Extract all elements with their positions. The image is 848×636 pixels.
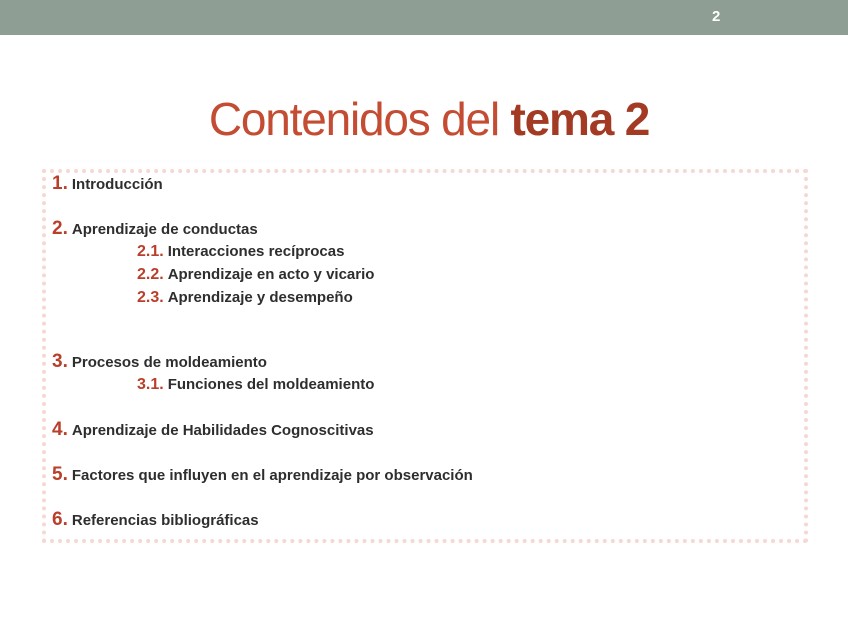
toc-label: Referencias bibliográficas bbox=[71, 512, 259, 529]
toc-number: 3. bbox=[52, 351, 68, 372]
toc-label: Aprendizaje y desempeño bbox=[167, 289, 353, 306]
toc-item-5 bbox=[52, 464, 473, 486]
toc-item-4 bbox=[52, 419, 374, 441]
slide-title-regular: Contenidos del bbox=[208, 93, 511, 145]
toc-number: 2.2. bbox=[137, 266, 164, 283]
toc-number: 1. bbox=[52, 173, 68, 194]
slide-title-bold: tema 2 bbox=[510, 93, 650, 145]
toc-label: Procesos de moldeamiento bbox=[71, 354, 267, 371]
toc-label: Interacciones recíprocas bbox=[167, 243, 345, 260]
toc-label: Aprendizaje de conductas bbox=[71, 221, 258, 238]
toc-item-3 bbox=[52, 351, 267, 373]
toc-item-2-2 bbox=[137, 266, 374, 284]
slide-number: 2 bbox=[712, 8, 721, 25]
slide-title bbox=[0, 92, 848, 146]
toc-item-2-1 bbox=[137, 243, 344, 261]
toc-item-6 bbox=[52, 509, 259, 531]
toc-number: 6. bbox=[52, 509, 68, 530]
header-bar bbox=[0, 0, 848, 35]
toc-item-2 bbox=[52, 218, 258, 240]
toc-label: Introducción bbox=[71, 176, 163, 193]
toc-number: 2. bbox=[52, 218, 68, 239]
toc-label: Funciones del moldeamiento bbox=[167, 376, 375, 393]
toc-number: 3.1. bbox=[137, 376, 164, 393]
toc-label: Aprendizaje en acto y vicario bbox=[167, 266, 375, 283]
toc-number: 5. bbox=[52, 464, 68, 485]
toc-item-3-1 bbox=[137, 376, 374, 394]
toc-item-1 bbox=[52, 173, 163, 195]
toc-label: Factores que influyen en el aprendizaje por observación bbox=[71, 467, 473, 484]
toc-number: 4. bbox=[52, 419, 68, 440]
toc-item-2-3 bbox=[137, 289, 353, 307]
toc-number: 2.3. bbox=[137, 289, 164, 306]
toc-label: Aprendizaje de Habilidades Cognoscitivas bbox=[71, 422, 374, 439]
toc-number: 2.1. bbox=[137, 243, 164, 260]
